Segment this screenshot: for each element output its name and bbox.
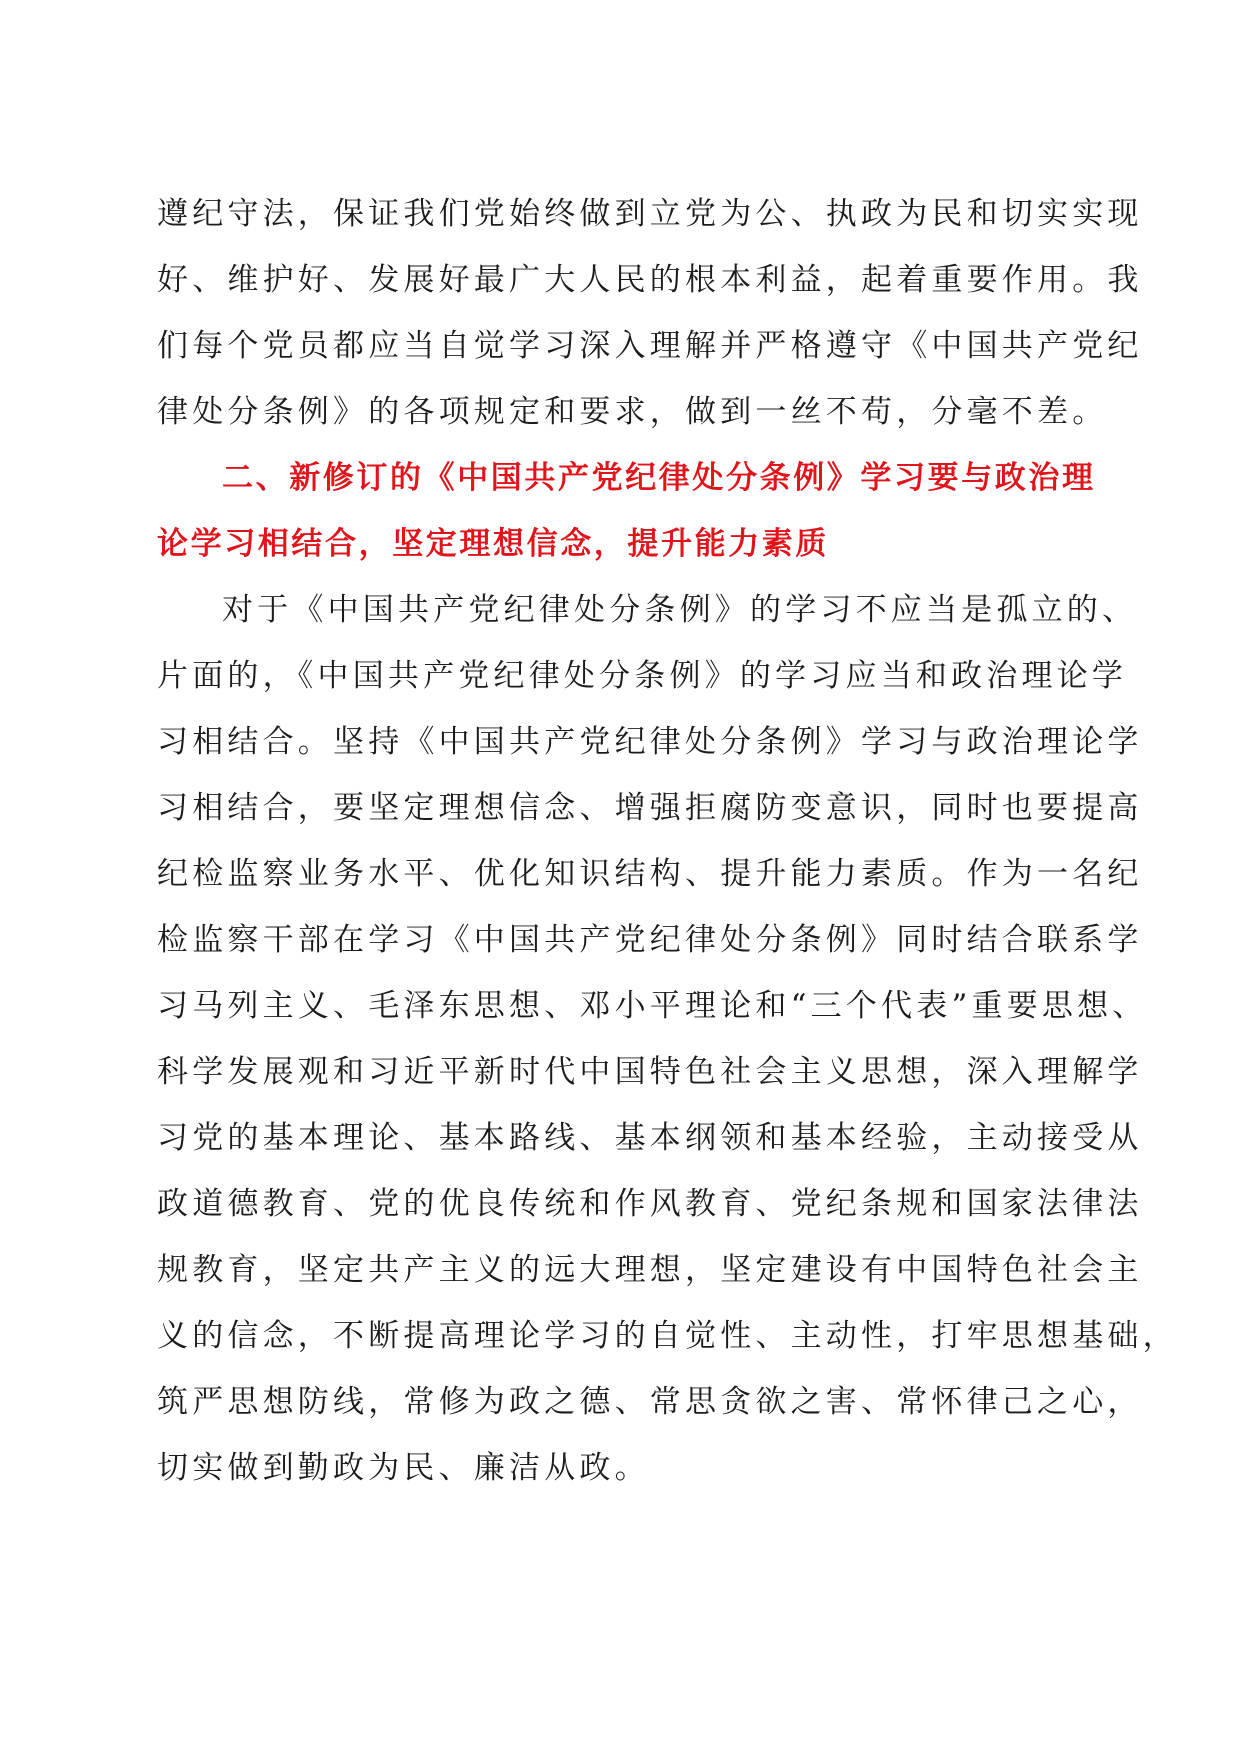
paragraph-2-line-10: 政道德教育、党的优良传统和作风教育、党纪条规和国家法律法 [157, 1186, 1143, 1222]
paragraph-2-line-8: 科学发展观和习近平新时代中国特色社会主义思想，深入理解学 [157, 1054, 1143, 1090]
paragraph-1-line-3: 们每个党员都应当自觉学习深入理解并严格遵守《中国共产党纪 [157, 328, 1143, 364]
paragraph-2-line-7: 习马列主义、毛泽东思想、邓小平理论和“三个代表”重要思想、 [157, 988, 1148, 1024]
paragraph-1-line-4: 律处分条例》的各项规定和要求，做到一丝不苟，分毫不差。 [157, 394, 1108, 430]
paragraph-2-line-12: 义的信念，不断提高理论学习的自觉性、主动性，打牢思想基础， [157, 1318, 1178, 1354]
paragraph-2-line-11: 规教育，坚定共产主义的远大理想，坚定建设有中国特色社会主 [157, 1252, 1143, 1288]
paragraph-2-line-1: 对于《中国共产党纪律处分条例》的学习不应当是孤立的、 [222, 592, 1138, 628]
paragraph-2-line-2: 片面的，《中国共产党纪律处分条例》的学习应当和政治理论学 [157, 658, 1128, 694]
paragraph-2-line-3: 习相结合。坚持《中国共产党纪律处分条例》学习与政治理论学 [157, 724, 1143, 760]
paragraph-2-line-9: 习党的基本理论、基本路线、基本纲领和基本经验，主动接受从 [157, 1120, 1143, 1156]
paragraph-2-line-5: 纪检监察业务水平、优化知识结构、提升能力素质。作为一名纪 [157, 856, 1143, 892]
paragraph-1-line-1: 遵纪守法，保证我们党始终做到立党为公、执政为民和切实实现 [157, 196, 1143, 232]
paragraph-2-line-13: 筑严思想防线，常修为政之德、常思贪欲之害、常怀律己之心， [157, 1384, 1143, 1420]
paragraph-2-line-14: 切实做到勤政为民、廉洁从政。 [157, 1450, 650, 1486]
paragraph-2-line-6: 检监察干部在学习《中国共产党纪律处分条例》同时结合联系学 [157, 922, 1143, 958]
paragraph-2-line-4: 习相结合，要坚定理想信念、增强拒腐防变意识，同时也要提高 [157, 790, 1143, 826]
paragraph-1-line-2: 好、维护好、发展好最广大人民的根本利益，起着重要作用。我 [157, 262, 1143, 298]
section-heading-line-1: 二、新修订的《中国共产党纪律处分条例》学习要与政治理 [222, 460, 1096, 496]
section-heading-line-2: 论学习相结合，坚定理想信念，提升能力素质 [157, 526, 829, 562]
